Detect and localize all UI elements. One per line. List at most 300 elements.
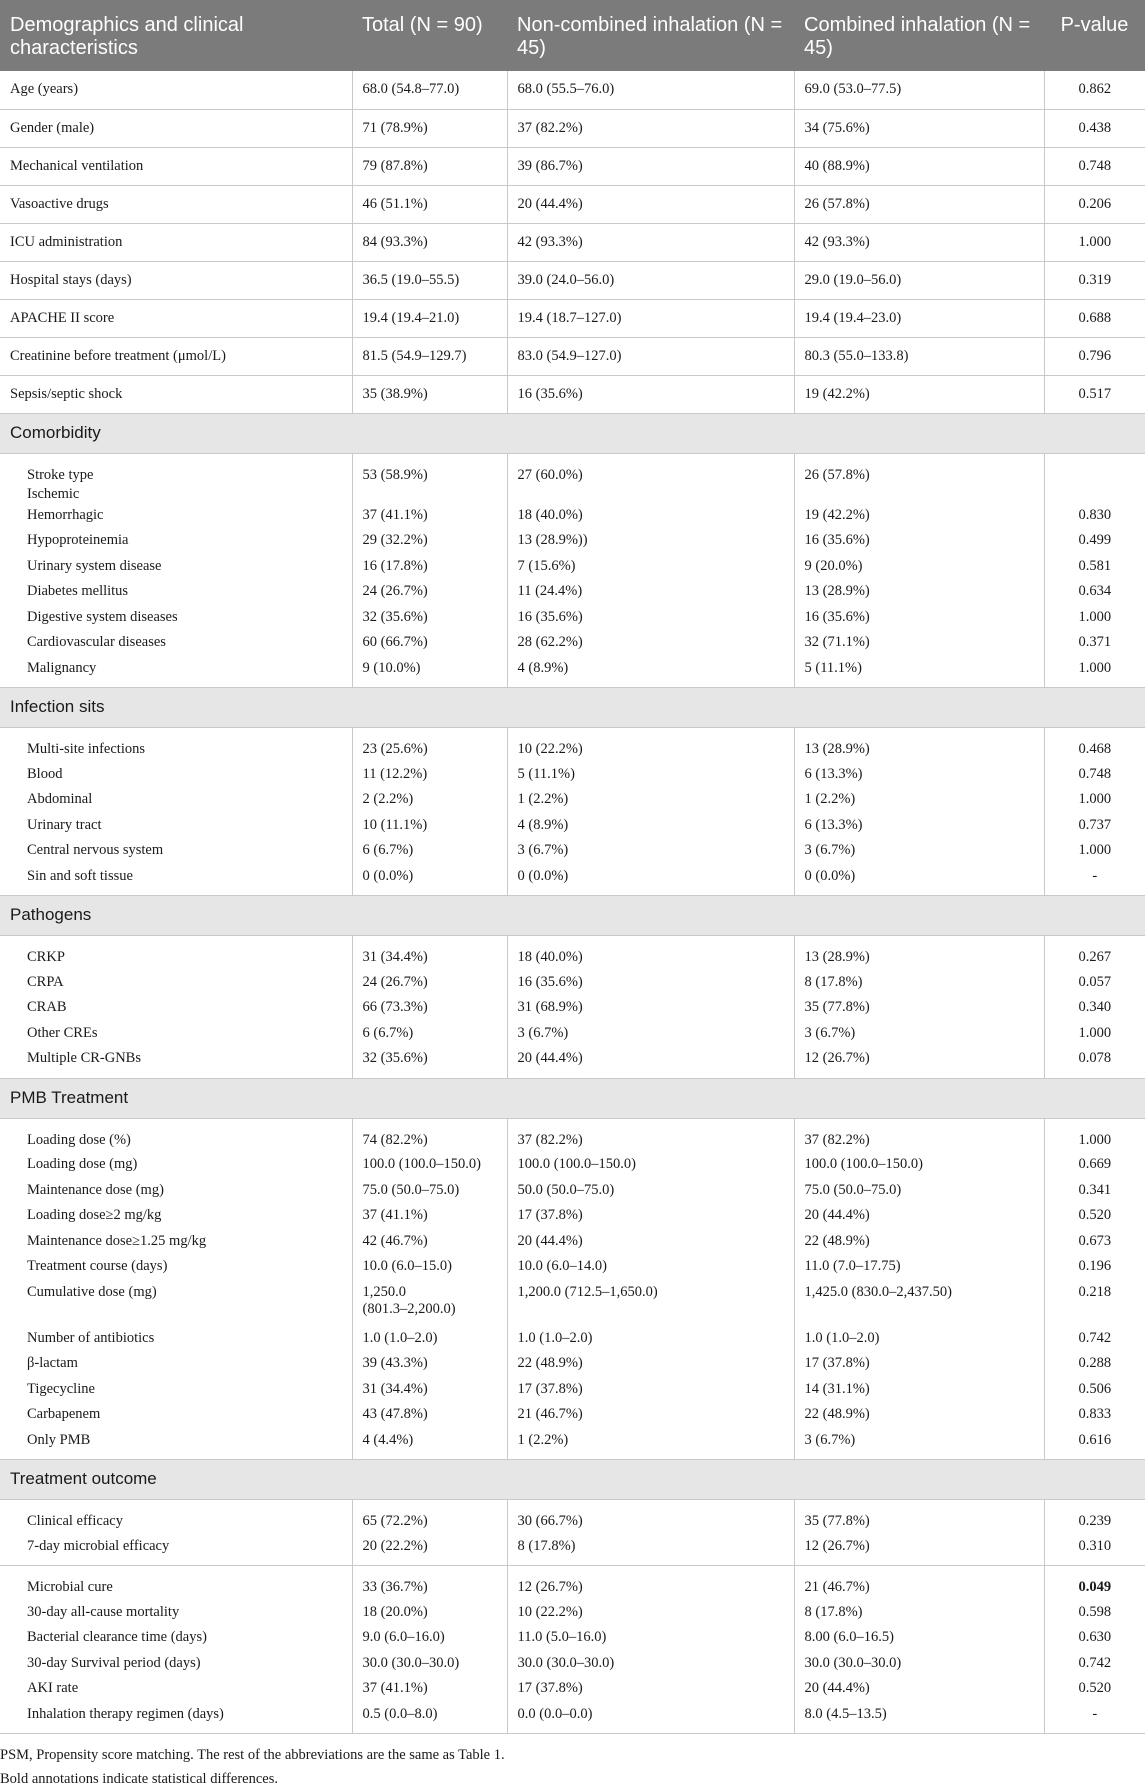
cell-p-value: 0.319: [1044, 261, 1145, 299]
section-pmb-treatment: [0, 1078, 1145, 1118]
table-row: [0, 1046, 1145, 1078]
row-label: Other CREs: [0, 1021, 352, 1047]
table-row: [0, 1625, 1145, 1651]
cell-total: 42 (46.7%): [352, 1229, 507, 1255]
cell-total: 46 (51.1%): [352, 185, 507, 223]
cell-combined: 3 (6.7%): [794, 1428, 1044, 1460]
table-row: [0, 1676, 1145, 1702]
cell-total: 31 (34.4%): [352, 936, 507, 970]
header-characteristics: Demographics and clinical characteristics: [0, 0, 352, 71]
cell-non-combined: 13 (28.9%)): [507, 528, 794, 554]
stroke-type-label: Stroke type: [27, 466, 94, 483]
cell-non-combined: 42 (93.3%): [507, 223, 794, 261]
cell-total: 32 (35.6%): [352, 1046, 507, 1078]
cell-combined: 100.0 (100.0–150.0): [794, 1152, 1044, 1178]
cell-non-combined: 18 (40.0%): [507, 503, 794, 529]
table-body: [0, 71, 1145, 1734]
cell-non-combined: 20 (44.4%): [507, 1229, 794, 1255]
section-treatment-outcome: [0, 1460, 1145, 1500]
cell-total: 30.0 (30.0–30.0): [352, 1651, 507, 1677]
cell-combined: 19.4 (19.4–23.0): [794, 299, 1044, 337]
cell-combined: 6 (13.3%): [794, 813, 1044, 839]
cell-p-value: 0.742: [1044, 1326, 1145, 1352]
cell-combined: 1 (2.2%): [794, 787, 1044, 813]
cell-p-value: -: [1044, 1702, 1145, 1734]
cell-combined: 13 (28.9%): [794, 728, 1044, 762]
table-row: [0, 605, 1145, 631]
cell-total: 0.5 (0.0–8.0): [352, 1702, 507, 1734]
cell-p-value: 0.634: [1044, 579, 1145, 605]
table-row: [0, 147, 1145, 185]
cell-combined: 8.00 (6.0–16.5): [794, 1625, 1044, 1651]
table-row: [0, 503, 1145, 529]
table-row: [0, 1500, 1145, 1534]
cell-combined: 16 (35.6%): [794, 528, 1044, 554]
cell-total: 39 (43.3%): [352, 1351, 507, 1377]
table-row: [0, 71, 1145, 109]
cell-total: 68.0 (54.8–77.0): [352, 71, 507, 109]
cell-p-value: 0.862: [1044, 71, 1145, 109]
header-combined: Combined inhalation (N = 45): [794, 0, 1044, 71]
cell-p-value: 0.340: [1044, 995, 1145, 1021]
cell-combined: 8 (17.8%): [794, 1600, 1044, 1626]
row-label: [0, 453, 352, 503]
cell-total: 19.4 (19.4–21.0): [352, 299, 507, 337]
cell-total: 9 (10.0%): [352, 656, 507, 688]
table-row: [0, 995, 1145, 1021]
cell-combined: 19 (42.2%): [794, 375, 1044, 413]
table-row: [0, 1534, 1145, 1566]
cell-p-value: 0.737: [1044, 813, 1145, 839]
cell-p-value: 0.078: [1044, 1046, 1145, 1078]
table-row: [0, 1021, 1145, 1047]
section-infection-sites: [0, 688, 1145, 728]
cell-non-combined: 30.0 (30.0–30.0): [507, 1651, 794, 1677]
section-title: Comorbidity: [0, 413, 1145, 453]
cell-combined: 16 (35.6%): [794, 605, 1044, 631]
cell-combined: 12 (26.7%): [794, 1046, 1044, 1078]
row-label: Diabetes mellitus: [0, 579, 352, 605]
cell-combined: 80.3 (55.0–133.8): [794, 337, 1044, 375]
cell-total-line2: (801.3–2,200.0): [362, 1300, 456, 1317]
row-label: Inhalation therapy regimen (days): [0, 1702, 352, 1734]
cell-p-value: 0.616: [1044, 1428, 1145, 1460]
table-row: [0, 1428, 1145, 1460]
cell-total-line1: 1,250.0: [362, 1283, 406, 1300]
cell-combined: 32 (71.1%): [794, 630, 1044, 656]
row-label: APACHE II score: [0, 299, 352, 337]
cell-combined: 0 (0.0%): [794, 864, 1044, 896]
cell-total: 71 (78.9%): [352, 109, 507, 147]
row-label: Cardiovascular diseases: [0, 630, 352, 656]
row-label: Hospital stays (days): [0, 261, 352, 299]
ischemic-label: Ischemic: [27, 485, 80, 502]
row-label: Treatment course (days): [0, 1254, 352, 1280]
cell-p-value: 0.830: [1044, 503, 1145, 529]
row-label: Cumulative dose (mg): [0, 1280, 352, 1326]
cell-non-combined: 18 (40.0%): [507, 936, 794, 970]
cell-p-value: 0.288: [1044, 1351, 1145, 1377]
cell-non-combined: 5 (11.1%): [507, 762, 794, 788]
row-label: Age (years): [0, 71, 352, 109]
cell-total: 23 (25.6%): [352, 728, 507, 762]
cell-total: 16 (17.8%): [352, 554, 507, 580]
table-row: [0, 554, 1145, 580]
cell-total: 1.0 (1.0–2.0): [352, 1326, 507, 1352]
cell-p-value: 1.000: [1044, 1021, 1145, 1047]
row-label: Sepsis/septic shock: [0, 375, 352, 413]
footnote-bold: Bold annotations indicate statistical differences.: [0, 1771, 278, 1787]
cell-non-combined: 7 (15.6%): [507, 554, 794, 580]
cell-p-value: 0.438: [1044, 109, 1145, 147]
cell-total: 75.0 (50.0–75.0): [352, 1178, 507, 1204]
cell-non-combined: 17 (37.8%): [507, 1377, 794, 1403]
table-row: [0, 728, 1145, 762]
cell-non-combined: 16 (35.6%): [507, 605, 794, 631]
row-label: 30-day all-cause mortality: [0, 1600, 352, 1626]
header-p-value: P-value: [1044, 0, 1145, 71]
table-row: [0, 762, 1145, 788]
table-row: [0, 453, 1145, 503]
table-row: [0, 1152, 1145, 1178]
cell-total: 81.5 (54.9–129.7): [352, 337, 507, 375]
row-label: Urinary tract: [0, 813, 352, 839]
cell-non-combined: 20 (44.4%): [507, 1046, 794, 1078]
cell-total: 36.5 (19.0–55.5): [352, 261, 507, 299]
cell-combined: 22 (48.9%): [794, 1229, 1044, 1255]
table-row: [0, 864, 1145, 896]
cell-p-value: 0.057: [1044, 970, 1145, 996]
row-label: 30-day Survival period (days): [0, 1651, 352, 1677]
cell-non-combined: 27 (60.0%): [507, 453, 794, 503]
cell-total: 37 (41.1%): [352, 1203, 507, 1229]
table-row: [0, 1351, 1145, 1377]
cell-combined: 17 (37.8%): [794, 1351, 1044, 1377]
cell-p-value: 0.506: [1044, 1377, 1145, 1403]
cell-combined: 6 (13.3%): [794, 762, 1044, 788]
row-label: Hemorrhagic: [0, 503, 352, 529]
cell-p-value: 1.000: [1044, 1118, 1145, 1152]
cell-non-combined: 0 (0.0%): [507, 864, 794, 896]
cell-total: 29 (32.2%): [352, 528, 507, 554]
cell-p-value: 0.742: [1044, 1651, 1145, 1677]
cell-p-value: 0.267: [1044, 936, 1145, 970]
cell-non-combined: 39 (86.7%): [507, 147, 794, 185]
row-label: Malignancy: [0, 656, 352, 688]
table-row: [0, 375, 1145, 413]
row-label: Multiple CR-GNBs: [0, 1046, 352, 1078]
table-row: [0, 299, 1145, 337]
table-row: [0, 528, 1145, 554]
section-title: Treatment outcome: [0, 1460, 1145, 1500]
row-label: Maintenance dose≥1.25 mg/kg: [0, 1229, 352, 1255]
cell-total: 20 (22.2%): [352, 1534, 507, 1566]
cell-non-combined: 10 (22.2%): [507, 1600, 794, 1626]
row-label: Digestive system diseases: [0, 605, 352, 631]
cell-p-value: 0.673: [1044, 1229, 1145, 1255]
cell-non-combined: 30 (66.7%): [507, 1500, 794, 1534]
row-label: Only PMB: [0, 1428, 352, 1460]
cell-p-value: 0.630: [1044, 1625, 1145, 1651]
cell-combined: 5 (11.1%): [794, 656, 1044, 688]
cell-total: 74 (82.2%): [352, 1118, 507, 1152]
cell-non-combined: 37 (82.2%): [507, 1118, 794, 1152]
cell-non-combined: 1 (2.2%): [507, 1428, 794, 1460]
cell-combined: 26 (57.8%): [794, 453, 1044, 503]
cell-total: 24 (26.7%): [352, 970, 507, 996]
cell-p-value: 0.499: [1044, 528, 1145, 554]
table-row: [0, 223, 1145, 261]
cell-p-value: 0.748: [1044, 147, 1145, 185]
cell-total: 10.0 (6.0–15.0): [352, 1254, 507, 1280]
row-label: Tigecycline: [0, 1377, 352, 1403]
table-header: [0, 0, 1145, 71]
cell-total: 33 (36.7%): [352, 1566, 507, 1600]
cell-combined: 13 (28.9%): [794, 579, 1044, 605]
cell-total: 100.0 (100.0–150.0): [352, 1152, 507, 1178]
row-label: CRKP: [0, 936, 352, 970]
cell-total: 11 (12.2%): [352, 762, 507, 788]
cell-p-value: 0.517: [1044, 375, 1145, 413]
cell-non-combined: 16 (35.6%): [507, 375, 794, 413]
cell-total: 0 (0.0%): [352, 864, 507, 896]
cell-non-combined: 83.0 (54.9–127.0): [507, 337, 794, 375]
cell-total: [352, 1280, 507, 1326]
cell-p-value: 1.000: [1044, 656, 1145, 688]
cell-p-value: 0.468: [1044, 728, 1145, 762]
cell-non-combined: 11 (24.4%): [507, 579, 794, 605]
cell-total: 24 (26.7%): [352, 579, 507, 605]
table-row: [0, 579, 1145, 605]
cell-total: 84 (93.3%): [352, 223, 507, 261]
section-title: Pathogens: [0, 896, 1145, 936]
cell-p-value: -: [1044, 864, 1145, 896]
section-title: PMB Treatment: [0, 1078, 1145, 1118]
cell-p-value: 1.000: [1044, 838, 1145, 864]
cell-non-combined: 28 (62.2%): [507, 630, 794, 656]
cell-combined: 22 (48.9%): [794, 1402, 1044, 1428]
section-comorbidity: [0, 413, 1145, 453]
table-row: [0, 1651, 1145, 1677]
cell-total: 18 (20.0%): [352, 1600, 507, 1626]
cell-total: 79 (87.8%): [352, 147, 507, 185]
cell-p-value: 0.796: [1044, 337, 1145, 375]
cell-non-combined: 1.0 (1.0–2.0): [507, 1326, 794, 1352]
cell-p-value: 0.371: [1044, 630, 1145, 656]
row-label: Microbial cure: [0, 1566, 352, 1600]
cell-total: 10 (11.1%): [352, 813, 507, 839]
cell-total: 32 (35.6%): [352, 605, 507, 631]
cell-non-combined: 12 (26.7%): [507, 1566, 794, 1600]
cell-p-value: 0.341: [1044, 1178, 1145, 1204]
cell-combined: 3 (6.7%): [794, 1021, 1044, 1047]
row-label: Bacterial clearance time (days): [0, 1625, 352, 1651]
cell-p-value: 0.581: [1044, 554, 1145, 580]
cell-total: 4 (4.4%): [352, 1428, 507, 1460]
row-label: Creatinine before treatment (μmol/L): [0, 337, 352, 375]
cell-p-value: 0.218: [1044, 1280, 1145, 1326]
cell-non-combined: 37 (82.2%): [507, 109, 794, 147]
table-row: [0, 337, 1145, 375]
row-label: Loading dose (%): [0, 1118, 352, 1152]
cell-non-combined: 10 (22.2%): [507, 728, 794, 762]
cell-total: 60 (66.7%): [352, 630, 507, 656]
row-label: Maintenance dose (mg): [0, 1178, 352, 1204]
row-label: β-lactam: [0, 1351, 352, 1377]
footnote-abbreviations: PSM, Propensity score matching. The rest of the abbreviations are the same as Table 1.: [0, 1747, 505, 1763]
cell-p-value: 0.239: [1044, 1500, 1145, 1534]
table-row: [0, 970, 1145, 996]
cell-total: 35 (38.9%): [352, 375, 507, 413]
cell-total: 37 (41.1%): [352, 503, 507, 529]
row-label: Gender (male): [0, 109, 352, 147]
table-row: [0, 813, 1145, 839]
cell-p-value: 0.748: [1044, 762, 1145, 788]
cell-non-combined: 21 (46.7%): [507, 1402, 794, 1428]
cell-combined: 1.0 (1.0–2.0): [794, 1326, 1044, 1352]
table-footnotes: [0, 1734, 1145, 1791]
section-pathogens: [0, 896, 1145, 936]
cell-non-combined: 11.0 (5.0–16.0): [507, 1625, 794, 1651]
row-label: CRPA: [0, 970, 352, 996]
cell-total: 65 (72.2%): [352, 1500, 507, 1534]
row-label: Clinical efficacy: [0, 1500, 352, 1534]
cell-non-combined: 3 (6.7%): [507, 838, 794, 864]
cell-non-combined: 1 (2.2%): [507, 787, 794, 813]
cell-p-value: 0.196: [1044, 1254, 1145, 1280]
cell-combined: 21 (46.7%): [794, 1566, 1044, 1600]
row-label: Mechanical ventilation: [0, 147, 352, 185]
row-label: Number of antibiotics: [0, 1326, 352, 1352]
cell-non-combined: 16 (35.6%): [507, 970, 794, 996]
cell-combined: 37 (82.2%): [794, 1118, 1044, 1152]
table-row: [0, 1178, 1145, 1204]
section-title: Infection sits: [0, 688, 1145, 728]
table-row: [0, 656, 1145, 688]
cell-p-value: [1044, 453, 1145, 503]
row-label: 7-day microbial efficacy: [0, 1534, 352, 1566]
row-label: CRAB: [0, 995, 352, 1021]
header-total: Total (N = 90): [352, 0, 507, 71]
row-label: Loading dose (mg): [0, 1152, 352, 1178]
cell-non-combined: 39.0 (24.0–56.0): [507, 261, 794, 299]
cell-combined: 26 (57.8%): [794, 185, 1044, 223]
cell-combined: 8 (17.8%): [794, 970, 1044, 996]
row-label: Blood: [0, 762, 352, 788]
table-row: [0, 1600, 1145, 1626]
cell-combined: 75.0 (50.0–75.0): [794, 1178, 1044, 1204]
cell-non-combined: 10.0 (6.0–14.0): [507, 1254, 794, 1280]
cell-non-combined: 17 (37.8%): [507, 1203, 794, 1229]
cell-p-value: 0.206: [1044, 185, 1145, 223]
cell-combined: 14 (31.1%): [794, 1377, 1044, 1403]
cell-combined: 12 (26.7%): [794, 1534, 1044, 1566]
cell-total: 66 (73.3%): [352, 995, 507, 1021]
table-row: [0, 630, 1145, 656]
cell-combined: 13 (28.9%): [794, 936, 1044, 970]
cell-non-combined: 50.0 (50.0–75.0): [507, 1178, 794, 1204]
cell-p-value: 0.049: [1044, 1566, 1145, 1600]
cell-combined: 20 (44.4%): [794, 1676, 1044, 1702]
cell-non-combined: 19.4 (18.7–127.0): [507, 299, 794, 337]
cell-combined: 11.0 (7.0–17.75): [794, 1254, 1044, 1280]
cell-combined: 69.0 (53.0–77.5): [794, 71, 1044, 109]
cell-non-combined: 1,200.0 (712.5–1,650.0): [507, 1280, 794, 1326]
row-label: Carbapenem: [0, 1402, 352, 1428]
cell-p-value: 0.669: [1044, 1152, 1145, 1178]
cell-non-combined: 17 (37.8%): [507, 1676, 794, 1702]
table-row: [0, 185, 1145, 223]
row-label: ICU administration: [0, 223, 352, 261]
cell-total: 37 (41.1%): [352, 1676, 507, 1702]
cell-total: 2 (2.2%): [352, 787, 507, 813]
row-label: Abdominal: [0, 787, 352, 813]
cell-p-value: 1.000: [1044, 223, 1145, 261]
cell-non-combined: 68.0 (55.5–76.0): [507, 71, 794, 109]
table-row: [0, 1702, 1145, 1734]
cell-combined: 1,425.0 (830.0–2,437.50): [794, 1280, 1044, 1326]
cell-non-combined: 100.0 (100.0–150.0): [507, 1152, 794, 1178]
row-label: Hypoproteinemia: [0, 528, 352, 554]
cell-non-combined: 8 (17.8%): [507, 1534, 794, 1566]
cell-combined: 35 (77.8%): [794, 995, 1044, 1021]
header-non-combined: Non-combined inhalation (N = 45): [507, 0, 794, 71]
cell-combined: 8.0 (4.5–13.5): [794, 1702, 1044, 1734]
cell-total: 6 (6.7%): [352, 1021, 507, 1047]
cell-p-value: 0.688: [1044, 299, 1145, 337]
row-label: Central nervous system: [0, 838, 352, 864]
table-row: [0, 1377, 1145, 1403]
cell-non-combined: 31 (68.9%): [507, 995, 794, 1021]
table-row: [0, 1203, 1145, 1229]
cell-non-combined: 22 (48.9%): [507, 1351, 794, 1377]
table-row: [0, 936, 1145, 970]
cell-p-value: 0.520: [1044, 1203, 1145, 1229]
cell-p-value: 0.598: [1044, 1600, 1145, 1626]
table-row: [0, 838, 1145, 864]
cell-non-combined: 3 (6.7%): [507, 1021, 794, 1047]
table-row: [0, 1118, 1145, 1152]
table-row: [0, 261, 1145, 299]
table-row: [0, 1326, 1145, 1352]
row-label: Sin and soft tissue: [0, 864, 352, 896]
cell-non-combined: 20 (44.4%): [507, 185, 794, 223]
cell-non-combined: 4 (8.9%): [507, 813, 794, 839]
row-label: AKI rate: [0, 1676, 352, 1702]
cell-combined: 9 (20.0%): [794, 554, 1044, 580]
row-label: Multi-site infections: [0, 728, 352, 762]
cell-non-combined: 0.0 (0.0–0.0): [507, 1702, 794, 1734]
cell-total: 43 (47.8%): [352, 1402, 507, 1428]
table-row: [0, 109, 1145, 147]
cell-total: 9.0 (6.0–16.0): [352, 1625, 507, 1651]
table-row: [0, 1254, 1145, 1280]
cell-combined: 3 (6.7%): [794, 838, 1044, 864]
cell-combined: 40 (88.9%): [794, 147, 1044, 185]
table-row: [0, 1280, 1145, 1326]
cell-combined: 34 (75.6%): [794, 109, 1044, 147]
cell-p-value: 1.000: [1044, 787, 1145, 813]
cell-combined: 42 (93.3%): [794, 223, 1044, 261]
table-row: [0, 1566, 1145, 1600]
cell-p-value: 0.520: [1044, 1676, 1145, 1702]
cell-combined: 19 (42.2%): [794, 503, 1044, 529]
cell-combined: 30.0 (30.0–30.0): [794, 1651, 1044, 1677]
cell-total: 53 (58.9%): [352, 453, 507, 503]
cell-combined: 20 (44.4%): [794, 1203, 1044, 1229]
cell-combined: 29.0 (19.0–56.0): [794, 261, 1044, 299]
row-label: Urinary system disease: [0, 554, 352, 580]
